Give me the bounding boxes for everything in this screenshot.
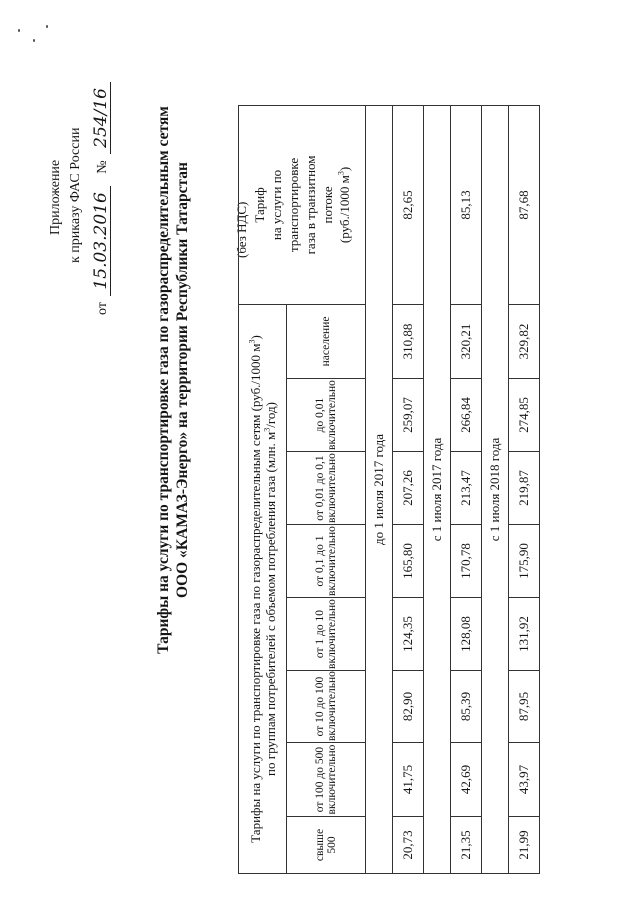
tariff-cell: 320,21 xyxy=(451,304,482,378)
tariff-cell: 219,87 xyxy=(509,452,540,525)
transit-tariff-header: Тариф на услуги по транспортировке газа в транзитном потоке (руб./1000 $м^3$) xyxy=(239,105,366,304)
vat-note: (без НДС) xyxy=(234,201,249,258)
group-header-cell: от 0,01 до 0,1 включительно xyxy=(287,452,366,525)
table-row xyxy=(451,105,482,873)
handwritten-number: 254/16 xyxy=(93,82,111,154)
group-header-cell: от 10 до 100 включительно xyxy=(287,671,366,743)
tariff-cell: 128,08 xyxy=(451,598,482,671)
order-date-line xyxy=(93,79,111,315)
tariff-cell: 20,73 xyxy=(393,817,424,874)
tariff-cell: 274,85 xyxy=(509,379,540,452)
main-header: Тарифы на услуги по транспортировке газа по газораспределительным сетям (руб./1000 $м^3$) по группам потребителей с объемом потребления газа (млн. $м^3/год$) xyxy=(239,304,287,873)
scan-speck xyxy=(18,29,20,32)
group-header-cell: от 100 до 500 включительно xyxy=(287,743,366,817)
transit-tariff-cell: 87,68 xyxy=(509,105,540,304)
tariff-cell: 21,99 xyxy=(509,817,540,874)
scan-speck xyxy=(46,25,48,28)
period-row xyxy=(366,105,393,873)
period-label: с 1 июля 2018 года xyxy=(482,105,509,873)
period-label: с 1 июля 2017 года xyxy=(424,105,451,873)
document-title-line-2: ООО «КАМАЗ-Энерго» на территории Республики Татарстан xyxy=(174,162,191,598)
period-row xyxy=(482,105,509,873)
tariff-cell: 207,26 xyxy=(393,452,424,525)
tariff-cell: 124,35 xyxy=(393,598,424,671)
table-row xyxy=(509,105,540,873)
tariff-cell: 85,39 xyxy=(451,671,482,743)
tariff-cell: 82,90 xyxy=(393,671,424,743)
group-header-cell: население xyxy=(287,304,366,378)
tariff-cell: 266,84 xyxy=(451,379,482,452)
tariff-cell: 259,07 xyxy=(393,379,424,452)
tariff-cell: 43,97 xyxy=(509,743,540,817)
group-header-cell: до 0,01 включительно xyxy=(287,379,366,452)
order-reference: к приказу ФАС России xyxy=(68,127,83,263)
period-row xyxy=(424,105,451,873)
tariff-table xyxy=(238,105,540,874)
tariff-cell: 175,90 xyxy=(509,525,540,598)
table-row xyxy=(393,105,424,873)
tariff-cell: 87,95 xyxy=(509,671,540,743)
tariff-cell: 41,75 xyxy=(393,743,424,817)
handwritten-date: 15.03.2016 xyxy=(93,186,111,295)
period-label: до 1 июля 2017 года xyxy=(366,105,393,873)
tariff-cell: 170,78 xyxy=(451,525,482,598)
tariff-cell: 42,69 xyxy=(451,743,482,817)
transit-tariff-cell: 85,13 xyxy=(451,105,482,304)
group-header-cell: от 1 до 10 включительно xyxy=(287,598,366,671)
tariff-cell: 165,80 xyxy=(393,525,424,598)
tariff-cell: 21,35 xyxy=(451,817,482,874)
scan-speck xyxy=(33,39,35,42)
tariff-cell: 131,92 xyxy=(509,598,540,671)
appendix-label: Приложение xyxy=(48,159,63,235)
tariff-cell: 213,47 xyxy=(451,452,482,525)
document-title-line-1: Тарифы на услуги по транспортировке газа по газораспределительным сетям xyxy=(155,106,172,654)
tariff-cell: 310,88 xyxy=(393,304,424,378)
group-header-cell: от 0,1 до 1 включительно xyxy=(287,525,366,598)
date-prefix: от xyxy=(95,302,110,315)
number-prefix: № xyxy=(95,160,110,174)
tariff-cell: 329,82 xyxy=(509,304,540,378)
group-header-cell: свыше 500 xyxy=(287,817,366,874)
transit-tariff-cell: 82,65 xyxy=(393,105,424,304)
